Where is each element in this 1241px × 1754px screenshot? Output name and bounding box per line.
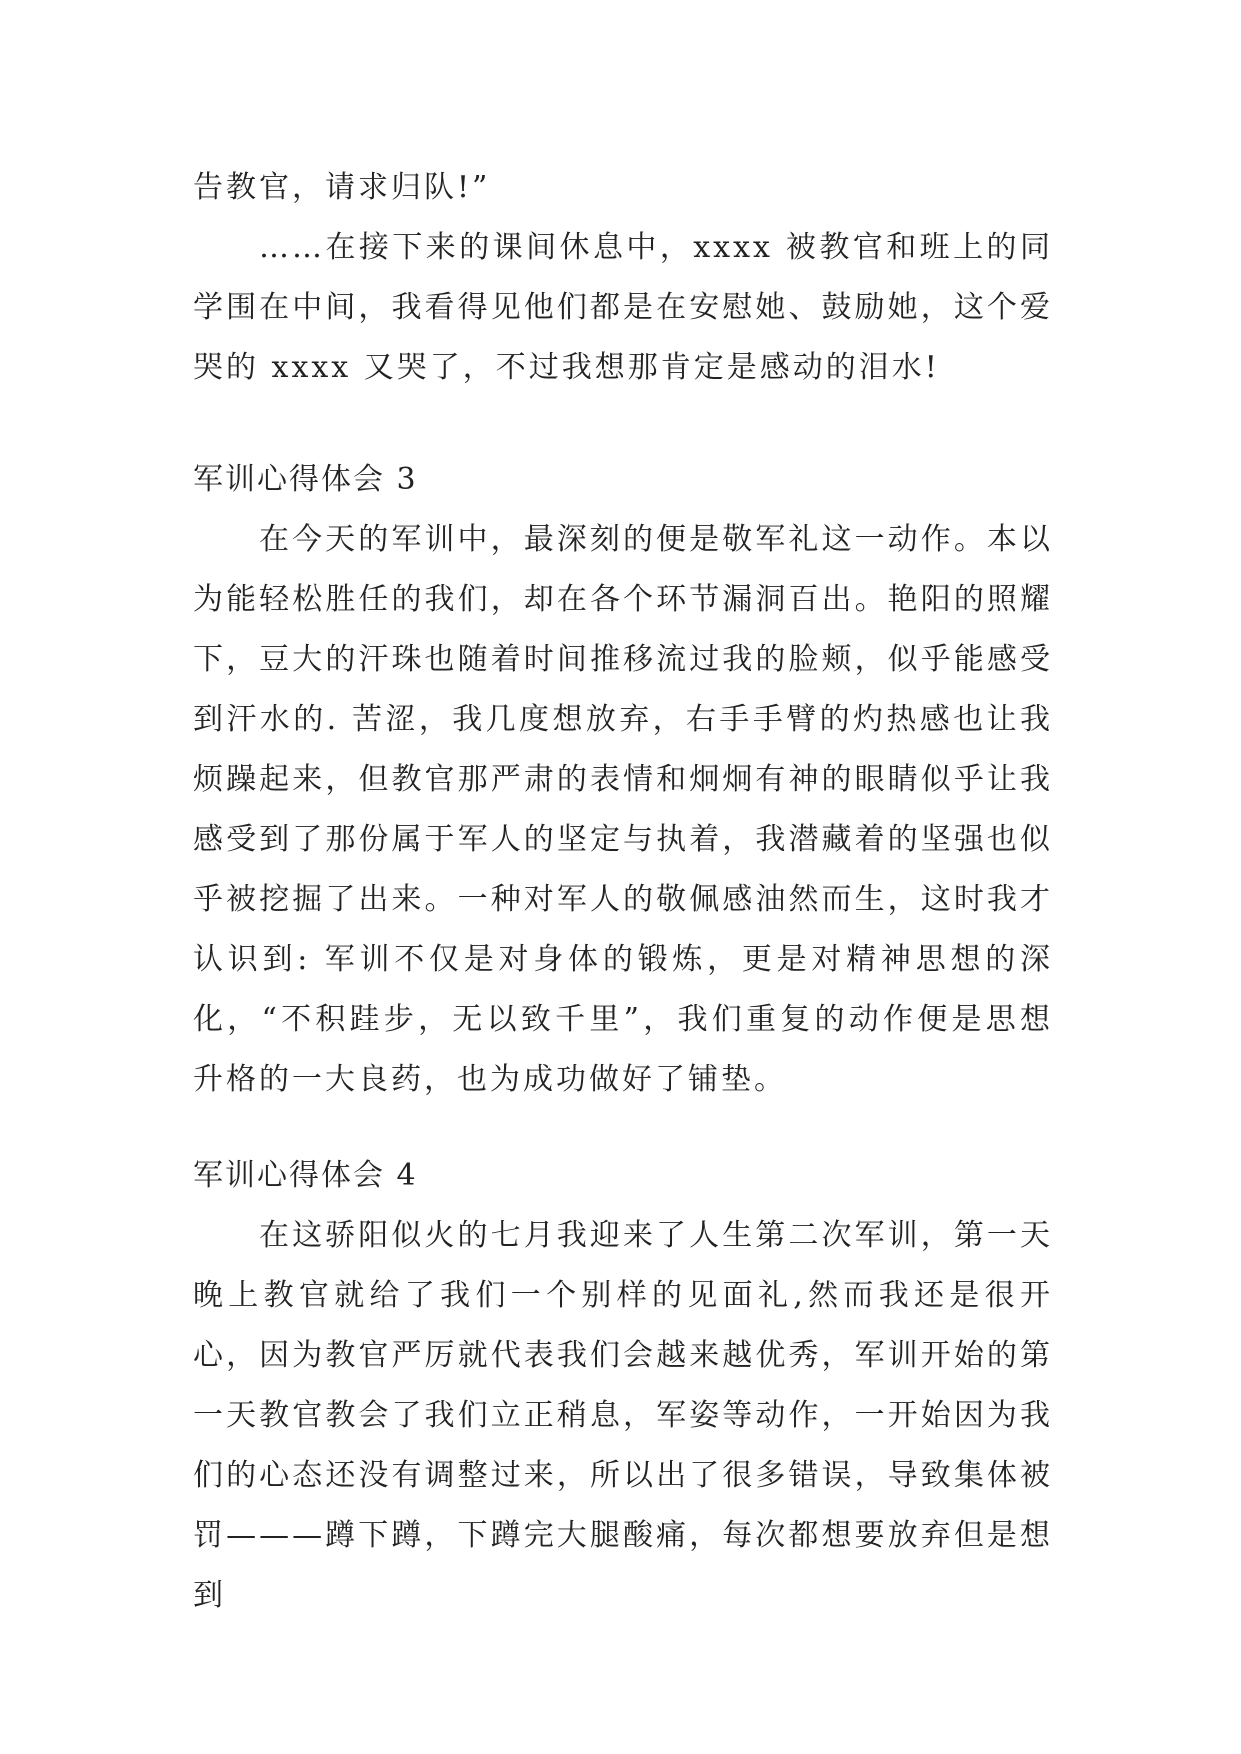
continuation-paragraph: ……在接下来的课间休息中，xxxx 被教官和班上的同学围在中间，我看得见他们都是在安慰她、鼓励她，这个爱哭的 xxxx 又哭了，不过我想那肯定是感动的泪水! — [193, 230, 1053, 385]
continuation-line: 告教官，请求归队!” — [193, 170, 491, 205]
section-4-paragraph: 在这骄阳似火的七月我迎来了人生第二次军训，第一天晚上教官就给了我们一个别样的见面礼,然而我还是很开心，因为教官严厉就代表我们会越来越优秀，军训开始的第一天教官教会了我们立正稍息，军姿等动作，一开始因为我们的心态还没有调整过来，所以出了很多错误，导致集体被罚———蹲下蹲，下蹲完大腿酸痛，每次都想要放弃但是想到 — [193, 1218, 1053, 1613]
section-4-heading: 军训心得体会 4 — [193, 1158, 418, 1193]
section-3-heading: 军训心得体会 3 — [193, 462, 418, 497]
section-3-paragraph: 在今天的军训中，最深刻的便是敬军礼这一动作。本以为能轻松胜任的我们，却在各个环节漏洞百出。艳阳的照耀下，豆大的汗珠也随着时间推移流过我的脸颊，似乎能感受到汗水的. 苦涩，我几度想放弃，右手手臂的灼热感也让我烦躁起来，但教官那严肃的表情和炯炯有神的眼睛似乎让我感受到了那份属于军人的坚定与执着，我潜藏着的坚强也似乎被挖掘了出来。一种对军人的敬佩感油然而生，这时我才认识到: 军训不仅是对身体的锻炼，更是对精神思想的深化，“不积跬步，无以致千里”，我们重复的动作便是思想升格的一大良药，也为成功做好了铺垫。 — [193, 522, 1053, 1097]
